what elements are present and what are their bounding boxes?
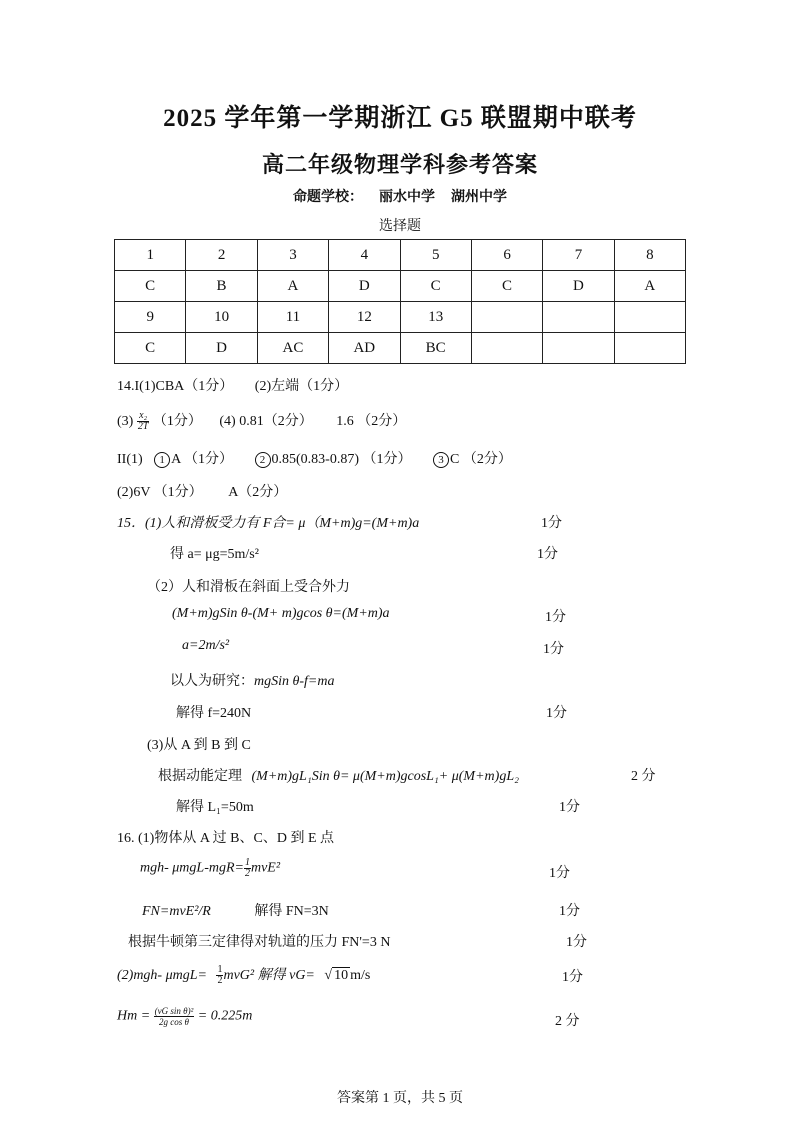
- q16-half-fraction: [244, 858, 251, 879]
- q14-line-1: [117, 375, 348, 395]
- schools-line: [0, 186, 800, 206]
- table-cell: BC: [400, 333, 471, 364]
- table-cell: D: [329, 271, 400, 302]
- table-cell: 2: [186, 240, 257, 271]
- q16-line-3: [142, 900, 329, 920]
- q16-line-2: [140, 858, 280, 879]
- q15-line-3: （2）人和滑板在斜面上受合外力: [147, 580, 350, 595]
- table-row: [115, 302, 686, 333]
- circled-number-3: 3: [433, 452, 449, 468]
- q16-line-5: [117, 964, 370, 986]
- q14-ii-1: A （1分）: [171, 452, 233, 467]
- q15-line-5: a=2m/s²: [182, 638, 230, 653]
- q15-score-9: 2 分: [631, 769, 656, 784]
- table-cell: 9: [115, 302, 186, 333]
- q16-hm-fraction: [154, 1006, 195, 1027]
- q15-line-9-label: 根据动能定理: [158, 769, 242, 784]
- q15-score-2: 1分: [537, 547, 558, 562]
- table-cell: [614, 302, 685, 333]
- q16-line-3-result: 解得 FN=3N: [254, 904, 329, 919]
- answer-table: [114, 239, 686, 364]
- table-cell: [614, 333, 685, 364]
- table-cell: 6: [471, 240, 542, 271]
- table-cell: A: [257, 271, 328, 302]
- table-cell: AD: [329, 333, 400, 364]
- page-footer: 答案第 1 页，共 5 页: [337, 1091, 463, 1106]
- table-cell: [471, 302, 542, 333]
- q15-line-6-label: 以人为研究：: [170, 674, 254, 689]
- q16-score-3: 1分: [559, 904, 580, 919]
- q14-ii-3: C （2分）: [450, 452, 512, 467]
- table-cell: A: [614, 271, 685, 302]
- table-cell: 7: [543, 240, 614, 271]
- q16-line-2-rhs: mvE²: [250, 860, 281, 876]
- q16-half-den-2: 2: [217, 975, 223, 987]
- q15-line-6-eq: mgSin θ-f=ma: [254, 674, 335, 689]
- q14-line-2: [117, 410, 406, 432]
- table-cell: [543, 302, 614, 333]
- school-1: 丽水中学: [379, 190, 435, 205]
- q16-hm-num: (vG sin θ)²: [154, 1006, 194, 1016]
- table-cell: 5: [400, 240, 471, 271]
- q14-fraction-den: 2T: [137, 421, 149, 433]
- q14-ii-2: 0.85(0.83-0.87) （1分）: [271, 452, 412, 467]
- q16-line-6-lhs: Hm =: [117, 1008, 151, 1024]
- q15-score-1: 1分: [541, 516, 562, 531]
- q16-score-2: 1分: [549, 866, 570, 881]
- table-row: [115, 333, 686, 364]
- q14-ii-label: II(1): [117, 452, 143, 467]
- q14-fraction-num: x₂: [137, 411, 150, 422]
- table-cell: AC: [257, 333, 328, 364]
- schools-label: 命题学校：: [293, 190, 363, 205]
- table-cell: C: [400, 271, 471, 302]
- table-cell: 4: [329, 240, 400, 271]
- q16-line-2-lhs: mgh- μmgL-mgR=: [140, 860, 244, 876]
- q15-line-8: (3)从 A 到 B 到 C: [147, 738, 251, 753]
- table-cell: C: [471, 271, 542, 302]
- table-cell: 12: [329, 302, 400, 333]
- q15-line-9-eq: (M+m)gL₁Sin θ= μ(M+m)gcosL₁+ μ(M+m)gL₂: [251, 769, 519, 784]
- q14-line-3: [117, 448, 512, 468]
- q16-line-5-mid: mvG² 解得 vG=: [223, 968, 315, 983]
- q14-part-4b: 1.6 （2分）: [336, 414, 407, 429]
- q14-part-2: (2)左端（1分）: [254, 379, 349, 394]
- table-cell: C: [115, 333, 186, 364]
- q15-line-6: [170, 670, 335, 690]
- q16-sqrt-value: 10: [334, 968, 349, 983]
- table-cell: [471, 333, 542, 364]
- table-cell: D: [186, 333, 257, 364]
- section-label: 选择题: [379, 219, 421, 234]
- q14-part-3-label: (3): [117, 414, 134, 429]
- table-row: [115, 240, 686, 271]
- q16-half-den: 2: [244, 868, 250, 879]
- circled-number-2: 2: [255, 452, 271, 468]
- table-cell: 10: [186, 302, 257, 333]
- table-row: [115, 271, 686, 302]
- q14-part-1: 14.I(1)CBA（1分）: [117, 379, 234, 394]
- q15-score-7: 1分: [546, 706, 567, 721]
- table-cell: D: [543, 271, 614, 302]
- q16-half-num: 1: [244, 857, 250, 868]
- table-cell: 3: [257, 240, 328, 271]
- q16-score-4: 1分: [566, 935, 587, 950]
- table-cell: [543, 333, 614, 364]
- q16-line-5-lhs: (2)mgh- μmgL=: [117, 968, 207, 983]
- q15-score-10: 1分: [559, 800, 580, 815]
- q15-line-1: 15．(1)人和滑板受力有 F合= μ（M+m)g=(M+m)a: [117, 516, 420, 531]
- page-subtitle: 高二年级物理学科参考答案: [261, 152, 538, 177]
- q16-half-num-2: 1: [217, 964, 223, 976]
- q14-fraction: [137, 411, 150, 432]
- circled-number-1: 1: [154, 452, 170, 468]
- q16-score-5: 1分: [562, 970, 583, 985]
- q15-line-10: 解得 L₁=50m: [176, 800, 254, 815]
- table-cell: B: [186, 271, 257, 302]
- q14-ii-5: A（2分）: [228, 485, 288, 500]
- q15-line-2: 得 a= μg=5m/s²: [170, 547, 259, 562]
- q14-line-4: [117, 481, 287, 501]
- q14-ii-4: (2)6V （1分）: [117, 485, 203, 500]
- table-cell: 11: [257, 302, 328, 333]
- q16-line-4: 根据牛顿第三定律得对轨道的压力 FN'=3 N: [128, 935, 391, 950]
- q15-line-7: 解得 f=240N: [176, 706, 252, 721]
- q15-score-4: 1分: [545, 610, 566, 625]
- q16-line-1: 16. (1)物体从 A 过 B、C、D 到 E 点: [117, 831, 334, 846]
- q14-part-3-score: （1分）: [152, 414, 202, 429]
- q16-line-3-eq: FN=mvE²/R: [142, 904, 211, 919]
- q15-line-4: (M+m)gSin θ-(M+ m)gcos θ=(M+m)a: [172, 606, 390, 621]
- table-cell: 13: [400, 302, 471, 333]
- q16-score-6: 2 分: [555, 1014, 580, 1029]
- table-cell: 1: [115, 240, 186, 271]
- sqrt-symbol-icon: √: [324, 968, 333, 983]
- q15-line-9: [158, 765, 519, 785]
- school-2: 湖州中学: [451, 190, 507, 205]
- table-cell: C: [115, 271, 186, 302]
- page-title: 2025 学年第一学期浙江 G5 联盟期中联考: [163, 105, 637, 132]
- q16-line-6-rhs: = 0.225m: [197, 1008, 253, 1024]
- q15-score-5: 1分: [543, 642, 564, 657]
- q16-unit: m/s: [350, 968, 371, 983]
- q14-part-4: (4) 0.81（2分）: [219, 414, 313, 429]
- q16-hm-den: 2g cos θ: [159, 1017, 189, 1027]
- table-cell: 8: [614, 240, 685, 271]
- q16-line-6: [117, 1006, 252, 1027]
